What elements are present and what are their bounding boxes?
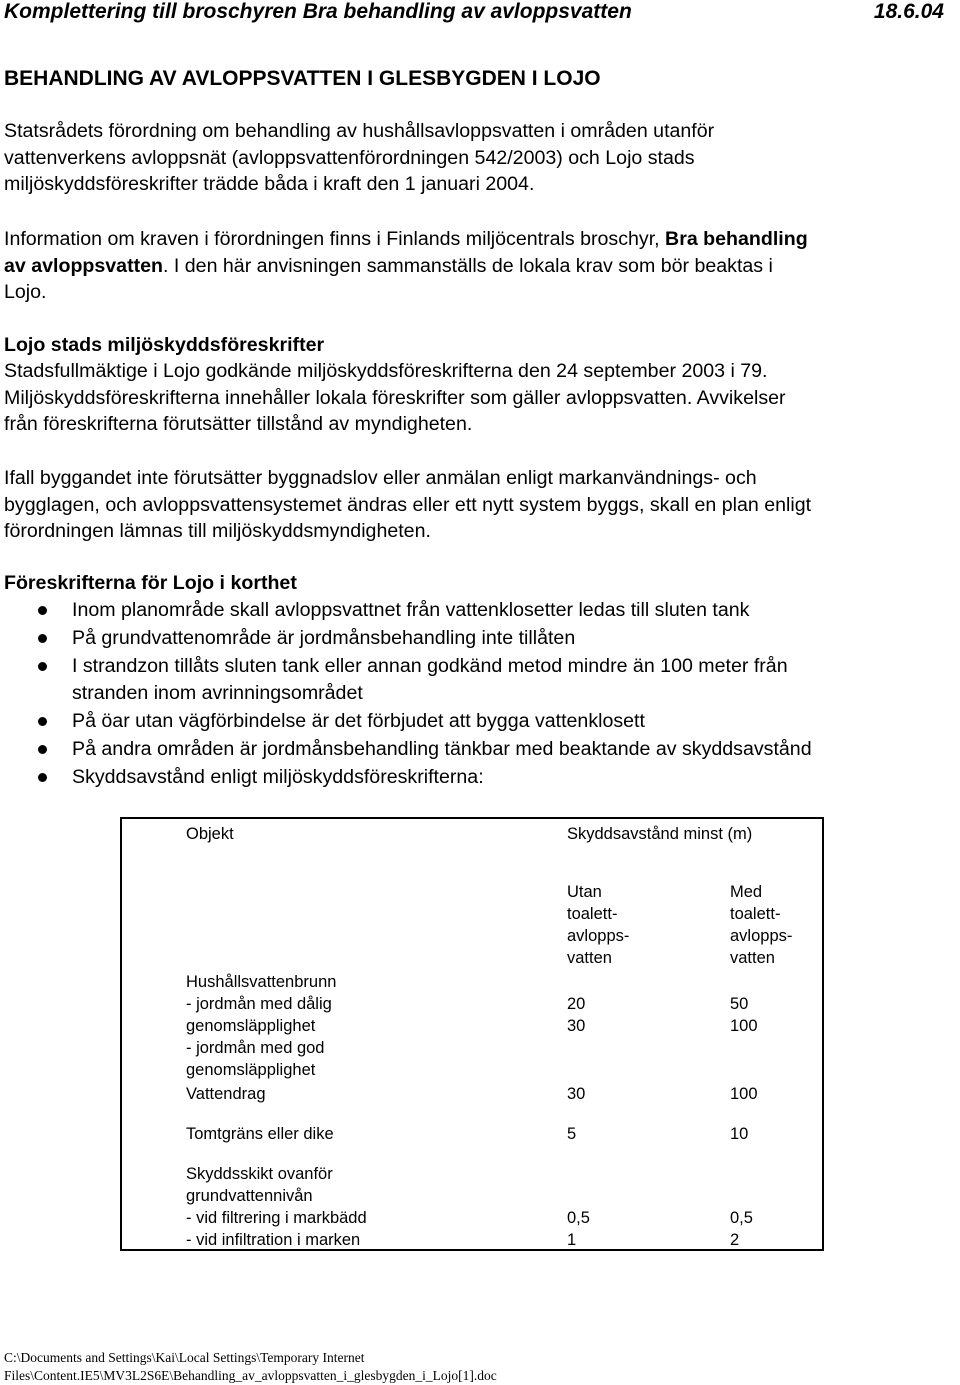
distance-table xyxy=(120,817,824,1251)
brochure-title: av avloppsvatten xyxy=(4,254,163,277)
list-item: På andra områden är jordmånsbehandling tänkbar med beaktande av skyddsavstånd xyxy=(0,736,950,763)
plan-line: Ifall byggandet inte förutsätter byggnadslov eller anmälan enligt markanvändnings- och xyxy=(4,467,757,489)
info-line xyxy=(4,253,954,280)
header-date: 18.6.04 xyxy=(873,0,944,23)
info-line: Lojo. xyxy=(4,281,47,303)
header-title: Komplettering till broschyren Bra behandling av avloppsvatten xyxy=(4,0,632,23)
table-header-object: Objekt xyxy=(186,825,234,843)
summary-list xyxy=(0,597,950,792)
row-value-stream-without: 30 xyxy=(567,1085,586,1103)
bullet-icon xyxy=(38,662,47,671)
bullet-icon xyxy=(38,634,47,643)
regs-line: Stadsfullmäktige i Lojo godkände miljöskyddsföreskrifterna den 24 september 2003 i 79. xyxy=(4,360,768,382)
footer-line: C:\Documents and Settings\Kai\Local Settings\Temporary Internet xyxy=(4,1350,365,1365)
plan-paragraph xyxy=(4,465,954,545)
main-title: BEHANDLING AV AVLOPPSVATTEN I GLESBYGDEN I LOJO xyxy=(4,67,601,90)
row-values-well-with: 50 100 xyxy=(730,995,758,1035)
intro-line: Statsrådets förordning om behandling av hushållsavloppsvatten i områden utanför xyxy=(4,120,715,142)
plan-line: förordningen lämnas till miljöskyddsmyndigheten. xyxy=(4,520,431,542)
subheader-with-toilet: Med toalett- avlopps- vatten xyxy=(730,883,793,967)
list-item: På grundvattenområde är jordmånsbehandling inte tillåten xyxy=(0,625,950,652)
row-label-well: Hushållsvattenbrunn - jordmån med dålig genomsläpplighet - jordmån med god genomsläpplighet xyxy=(186,973,337,1079)
file-path-footer xyxy=(4,1349,497,1385)
summary-heading: Föreskrifterna för Lojo i korthet xyxy=(4,572,297,594)
list-item: I strandzon tillåts sluten tank eller annan godkänd metod mindre än 100 meter från stranden inom avrinningsområdet xyxy=(0,653,950,707)
row-value-boundary-with: 10 xyxy=(730,1125,749,1143)
list-item: Inom planområde skall avloppsvattnet från vattenklosetter ledas till sluten tank xyxy=(0,597,950,624)
intro-line: miljöskyddsföreskrifter trädde båda i kraft den 1 januari 2004. xyxy=(4,173,535,195)
bullet-icon xyxy=(38,773,47,782)
row-value-boundary-without: 5 xyxy=(567,1125,577,1143)
info-text: Information om kraven i förordningen finns i Finlands miljöcentrals broschyr, xyxy=(4,228,666,250)
regs-heading: Lojo stads miljöskyddsföreskrifter xyxy=(4,334,325,356)
subheader-without-toilet: Utan toalett- avlopps- vatten xyxy=(567,883,630,967)
row-label-protective-layer: Skyddsskikt ovanför grundvattennivån - vid filtrering i markbädd - vid infiltration i marken xyxy=(186,1165,367,1249)
intro-paragraph xyxy=(4,118,954,198)
list-item: Skyddsavstånd enligt miljöskyddsföreskrifterna: xyxy=(0,764,950,791)
info-paragraph xyxy=(4,226,954,306)
row-values-well-without: 20 30 xyxy=(567,995,586,1035)
table-header-distance: Skyddsavstånd minst (m) xyxy=(567,825,753,843)
row-values-layer-with: 0,5 2 xyxy=(730,1209,753,1249)
row-value-stream-with: 100 xyxy=(730,1085,758,1103)
regs-line: från föreskrifterna förutsätter tillstånd av myndigheten. xyxy=(4,413,473,435)
row-label-boundary: Tomtgräns eller dike xyxy=(186,1125,334,1143)
row-label-stream: Vattendrag xyxy=(186,1085,266,1103)
regs-line: Miljöskyddsföreskrifterna innehåller lokala föreskrifter som gäller avloppsvatten. Avvikelser xyxy=(4,386,786,409)
footer-line: Files\Content.IE5\MV3L2S6E\Behandling_av_avloppsvatten_i_glesbygden_i_Lojo[1].doc xyxy=(4,1368,497,1383)
plan-line: bygglagen, och avloppsvattensystemet ändras eller ett nytt system byggs, skall en plan enligt xyxy=(4,493,812,516)
bullet-icon xyxy=(38,606,47,615)
bullet-icon xyxy=(38,717,47,726)
intro-line: vattenverkens avloppsnät (avloppsvattenförordningen 542/2003) och Lojo stads xyxy=(4,146,695,169)
info-line xyxy=(4,226,954,253)
row-values-layer-without: 0,5 1 xyxy=(567,1209,590,1249)
brochure-title: Bra behandling xyxy=(665,228,808,250)
info-text: . I den här anvisningen sammanställs de lokala krav som bör beaktas i xyxy=(163,254,773,277)
list-item: På öar utan vägförbindelse är det förbjudet att bygga vattenklosett xyxy=(0,708,950,735)
bullet-icon xyxy=(38,745,47,754)
page-header xyxy=(4,0,944,25)
regs-paragraph xyxy=(4,358,954,438)
